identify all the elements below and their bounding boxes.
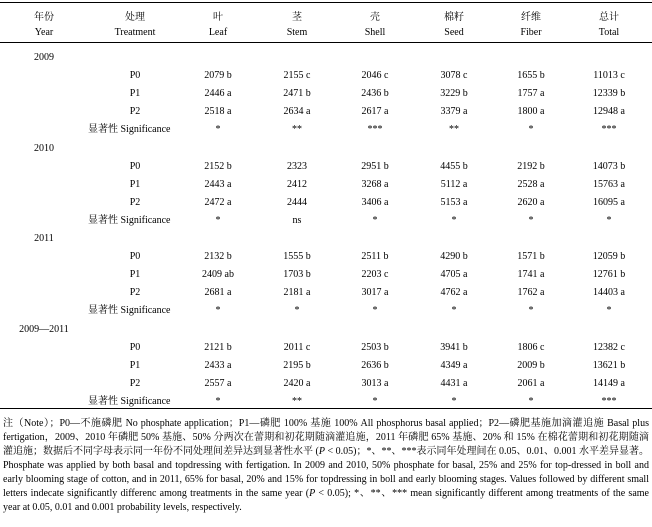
table-cell: 1800 a bbox=[517, 106, 545, 117]
table-cell: * bbox=[451, 305, 457, 316]
table-cell: * bbox=[451, 396, 457, 407]
table-cell: ** bbox=[292, 124, 302, 135]
table-cell: ** bbox=[449, 124, 459, 135]
table-cell: 2046 c bbox=[361, 70, 389, 81]
note-en-end: < 0.05); *、**、*** mean significantly different among treatments of the same year at 0.05, 0.01 and 0.001 probability levels, respectively. bbox=[3, 488, 649, 513]
table-cell: 15763 a bbox=[593, 179, 625, 190]
treatment-label: P0 bbox=[129, 342, 141, 353]
table-cell: 2436 b bbox=[361, 88, 389, 99]
table-cell: 2079 b bbox=[204, 70, 232, 81]
table-cell: 12339 b bbox=[592, 88, 626, 99]
table-cell: * bbox=[606, 215, 612, 226]
header-cn-2: 叶 bbox=[213, 12, 223, 23]
header-en-3: Stem bbox=[286, 27, 308, 38]
note-en: Phosphate was applied by both basal and topdressing with fertigation. In 2009 and 2010, 50% phosphate for basal, 25% and 25% for top-dressed in boll and early blooming stage of cotton, and in 2011, 65% for basal, 20% and 15% for topdressing in boll and early blooming stages. Values followed by different small letters indecate significantly differenc among treatments in the same year ( bbox=[3, 460, 649, 499]
table-cell: ** bbox=[292, 396, 302, 407]
table-cell: * bbox=[528, 305, 534, 316]
table-cell: * bbox=[372, 215, 378, 226]
table-cell: 3229 b bbox=[440, 88, 468, 99]
table-cell: * bbox=[215, 396, 221, 407]
table-cell: 2511 b bbox=[361, 251, 389, 262]
table-cell: 1741 a bbox=[517, 269, 545, 280]
significance-label: 显著性 Significance bbox=[88, 396, 171, 407]
table-cell: 2636 b bbox=[361, 360, 389, 371]
header-en-0: Year bbox=[34, 27, 54, 38]
header-en-5: Seed bbox=[444, 27, 464, 38]
table-cell: 14073 b bbox=[592, 161, 626, 172]
table-cell: * bbox=[294, 305, 300, 316]
table-cell: 2951 b bbox=[361, 161, 389, 172]
header-en-7: Total bbox=[598, 27, 620, 38]
table-cell: 2471 b bbox=[283, 88, 311, 99]
header-cn-3: 茎 bbox=[292, 12, 302, 23]
note-cn: ；P0—不施磷肥 No phosphate application；P1—磷肥 100% 基施 100% All phosphorus basal applied；P2—磷肥基施加滴灌追施 Basal plus fertigation，2009、2010 年磷肥 50% 基施、50% 分两次在蕾期和初花期随滴灌追施，2011 年磷肥 65% 基施、20% 和 15% 在棉花蕾期和初花期随滴灌追施；数据后不同字母表示同一年份不同处理间差异达到显著性水平 ( bbox=[3, 418, 649, 457]
header-en-2: Leaf bbox=[208, 27, 228, 38]
header-rule bbox=[0, 42, 652, 43]
header-en-1: Treatment bbox=[114, 27, 156, 38]
table-cell: 2681 a bbox=[204, 287, 232, 298]
table-cell: 1655 b bbox=[517, 70, 545, 81]
table-cell: * bbox=[372, 396, 378, 407]
bottom-rule bbox=[0, 408, 652, 409]
table-cell: 16095 a bbox=[593, 197, 625, 208]
table-cell: 5112 a bbox=[440, 179, 468, 190]
treatment-label: P2 bbox=[129, 106, 141, 117]
note-cn-end: < 0.05)；*、**、***表示同年处理间在 0.05、0.01、0.001 水平差异显著。 bbox=[324, 446, 649, 457]
table-cell: 3406 a bbox=[361, 197, 389, 208]
header-cn-5: 棉籽 bbox=[444, 12, 464, 23]
table-cell: 13621 b bbox=[592, 360, 626, 371]
table-cell: 2617 a bbox=[361, 106, 389, 117]
header-cn-4: 壳 bbox=[370, 12, 380, 23]
year-label: 2009—2011 bbox=[19, 324, 69, 335]
table-cell: * bbox=[528, 396, 534, 407]
table-cell: 2203 c bbox=[361, 269, 389, 280]
table-cell: 2061 a bbox=[517, 378, 545, 389]
table-cell: 3379 a bbox=[440, 106, 468, 117]
table-cell: 4290 b bbox=[440, 251, 468, 262]
table-cell: 1555 b bbox=[283, 251, 311, 262]
table-cell: 12382 c bbox=[593, 342, 625, 353]
table-cell: 1762 a bbox=[517, 287, 545, 298]
treatment-label: P0 bbox=[129, 251, 141, 262]
table-cell: 3017 a bbox=[361, 287, 389, 298]
table-cell: 1806 c bbox=[517, 342, 545, 353]
note-p-symbol: P bbox=[318, 446, 325, 457]
treatment-label: P1 bbox=[129, 179, 141, 190]
header-cn-1: 处理 bbox=[125, 12, 145, 23]
table-cell: 3941 b bbox=[440, 342, 468, 353]
table-cell: 4349 a bbox=[440, 360, 468, 371]
table-cell: 1703 b bbox=[283, 269, 311, 280]
year-label: 2010 bbox=[34, 143, 54, 154]
table-cell: 2011 c bbox=[283, 342, 311, 353]
top-rule bbox=[0, 2, 652, 3]
treatment-label: P2 bbox=[129, 378, 141, 389]
table-cell: 1757 a bbox=[517, 88, 545, 99]
table-cell: 2323 bbox=[287, 161, 307, 172]
table-cell: 4762 a bbox=[440, 287, 468, 298]
table-cell: 2152 b bbox=[204, 161, 232, 172]
treatment-label: P1 bbox=[129, 88, 141, 99]
table-cell: * bbox=[451, 215, 457, 226]
table-cell: 14403 a bbox=[593, 287, 625, 298]
table-cell: ns bbox=[292, 215, 302, 226]
header-en-6: Fiber bbox=[520, 27, 542, 38]
table-cell: 5153 a bbox=[440, 197, 468, 208]
table-cell: 2472 a bbox=[204, 197, 232, 208]
table-cell: 2409 ab bbox=[202, 269, 234, 280]
table-cell: 4705 a bbox=[440, 269, 468, 280]
table-cell: 2446 a bbox=[204, 88, 232, 99]
table-cell: * bbox=[215, 305, 221, 316]
table-cell: 2181 a bbox=[283, 287, 311, 298]
note-label: 注（Note） bbox=[3, 418, 50, 429]
significance-label: 显著性 Significance bbox=[88, 124, 171, 135]
table-cell: 2412 bbox=[287, 179, 307, 190]
table-cell: 2443 a bbox=[204, 179, 232, 190]
table-cell: 2121 b bbox=[204, 342, 232, 353]
table-cell: *** bbox=[601, 124, 617, 135]
treatment-label: P1 bbox=[129, 360, 141, 371]
table-cell: 12948 a bbox=[593, 106, 625, 117]
table-cell: 2620 a bbox=[517, 197, 545, 208]
table-cell: 2444 bbox=[287, 197, 307, 208]
table-note bbox=[3, 417, 649, 515]
table-cell: 3268 a bbox=[361, 179, 389, 190]
table-cell: 2557 a bbox=[204, 378, 232, 389]
treatment-label: P0 bbox=[129, 161, 141, 172]
table-cell: * bbox=[528, 124, 534, 135]
table-cell: 2132 b bbox=[204, 251, 232, 262]
significance-label: 显著性 Significance bbox=[88, 215, 171, 226]
treatment-label: P1 bbox=[129, 269, 141, 280]
table-cell: 2503 b bbox=[361, 342, 389, 353]
treatment-label: P2 bbox=[129, 197, 141, 208]
treatment-label: P0 bbox=[129, 70, 141, 81]
note-p-symbol-en: P bbox=[309, 488, 316, 499]
table-cell: *** bbox=[367, 124, 383, 135]
table-cell: 2155 c bbox=[283, 70, 311, 81]
table-cell: 4431 a bbox=[440, 378, 468, 389]
year-label: 2009 bbox=[34, 52, 54, 63]
table-cell: 3078 c bbox=[440, 70, 468, 81]
table-cell: 3013 a bbox=[361, 378, 389, 389]
table-cell: * bbox=[372, 305, 378, 316]
year-label: 2011 bbox=[34, 233, 54, 244]
table-cell: 2634 a bbox=[283, 106, 311, 117]
header-cn-6: 纤维 bbox=[521, 12, 541, 23]
table-cell: 2528 a bbox=[517, 179, 545, 190]
table-cell: *** bbox=[601, 396, 617, 407]
header-cn-0: 年份 bbox=[34, 12, 54, 23]
table-cell: 12761 b bbox=[592, 269, 626, 280]
table-cell: 1571 b bbox=[517, 251, 545, 262]
table-cell: 2433 a bbox=[204, 360, 232, 371]
table-cell: * bbox=[215, 124, 221, 135]
table-cell: 2518 a bbox=[204, 106, 232, 117]
table-cell: 4455 b bbox=[440, 161, 468, 172]
table-cell: * bbox=[215, 215, 221, 226]
table-cell: * bbox=[528, 215, 534, 226]
table-cell: 2009 b bbox=[517, 360, 545, 371]
table-cell: 11013 c bbox=[593, 70, 625, 81]
table-cell: 2192 b bbox=[517, 161, 545, 172]
header-cn-7: 总计 bbox=[599, 12, 619, 23]
table-cell: 2195 b bbox=[283, 360, 311, 371]
table-cell: 14149 a bbox=[593, 378, 625, 389]
table-cell: * bbox=[606, 305, 612, 316]
significance-label: 显著性 Significance bbox=[88, 305, 171, 316]
treatment-label: P2 bbox=[129, 287, 141, 298]
table-cell: 2420 a bbox=[283, 378, 311, 389]
table-cell: 12059 b bbox=[592, 251, 626, 262]
header-en-4: Shell bbox=[364, 27, 386, 38]
